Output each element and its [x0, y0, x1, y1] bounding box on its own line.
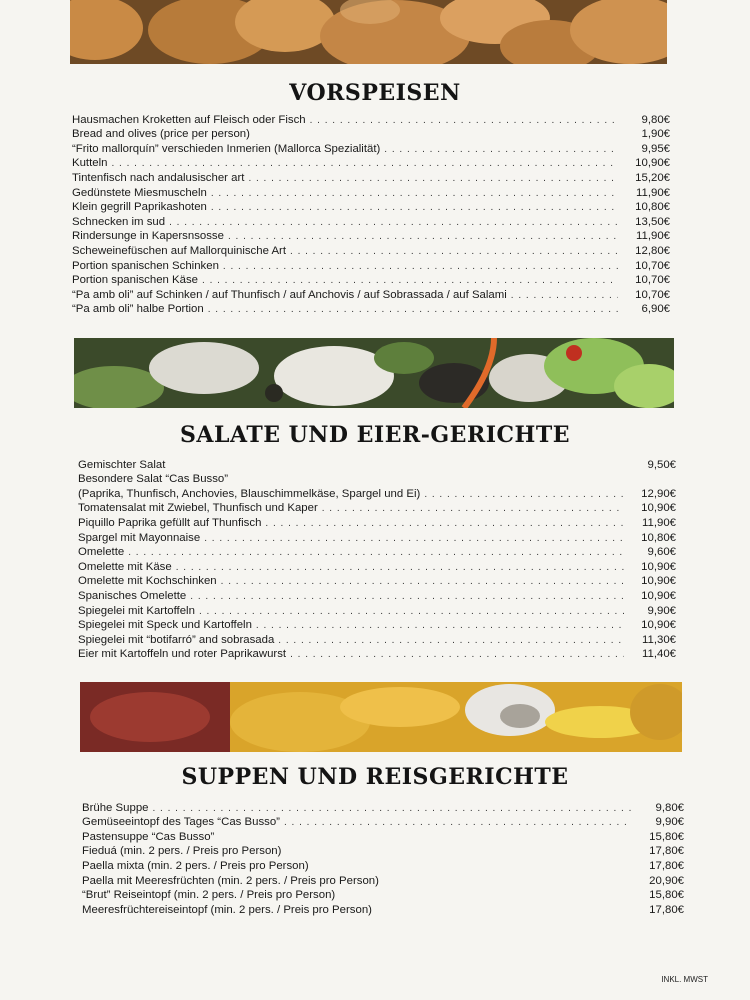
item-name: Spiegelei mit Kartoffeln — [78, 604, 195, 617]
menu-item — [72, 141, 670, 156]
menu-item — [78, 530, 676, 545]
menu-item — [78, 574, 676, 589]
item-name: Spiegelei mit “botifarró” and sobrasada — [78, 633, 275, 646]
item-price: 10,90€ — [641, 589, 676, 602]
item-price: 13,50€ — [635, 215, 670, 228]
item-name: Gemüseeintopf des Tages “Cas Busso” — [82, 816, 280, 829]
item-name: “Brut” Reiseintopf (min. 2 pers. / Preis pro Person) — [82, 889, 336, 902]
menu-item — [82, 844, 684, 859]
menu-item — [72, 229, 670, 244]
item-price: 17,80€ — [649, 859, 684, 872]
item-name: Klein gegrill Paprikashoten — [72, 201, 207, 214]
menu-item — [82, 800, 684, 815]
item-price: 11,90€ — [642, 516, 676, 529]
item-name: Spargel mit Mayonnaise — [78, 531, 201, 544]
item-price: 11,90€ — [636, 230, 670, 243]
menu-item — [78, 559, 676, 574]
menu-item — [82, 902, 684, 917]
item-price: 11,30€ — [642, 633, 676, 646]
item-price: 10,70€ — [635, 274, 670, 287]
section-title-salate: SALATE UND EIER-GERICHTE — [180, 422, 570, 448]
item-name: “Pa amb oli” auf Schinken / auf Thunfisch / auf Anchovis / auf Sobrassada / auf Salami — [72, 288, 507, 301]
item-price: 1,90€ — [641, 128, 670, 141]
item-name: Omelette mit Kochschinken — [78, 575, 217, 588]
menu-item — [78, 501, 676, 516]
item-name: Omelette mit Käse — [78, 560, 172, 573]
menu-item — [78, 457, 676, 472]
menu-item — [72, 287, 670, 302]
menu-item — [72, 273, 670, 288]
item-name: Gemischter Salat — [78, 458, 166, 471]
section-title-vorspeisen: VORSPEISEN — [289, 80, 461, 106]
item-name: Portion spanischen Käse — [72, 274, 199, 287]
item-name: Hausmachen Kroketten auf Fleisch oder Fisch — [72, 113, 306, 126]
item-name: (Paprika, Thunfisch, Anchovies, Blauschimmelkäse, Spargel und Ei) — [78, 487, 421, 500]
item-name: Piquillo Paprika gefüllt auf Thunfisch — [78, 516, 262, 529]
item-price: 10,90€ — [635, 157, 670, 170]
item-name: Besondere Salat “Cas Busso” — [78, 473, 229, 486]
item-price: 12,80€ — [635, 244, 670, 257]
menu-item — [78, 515, 676, 530]
paella-photo — [80, 682, 682, 752]
item-price: 10,70€ — [635, 288, 670, 301]
item-name: Portion spanischen Schinken — [72, 259, 219, 272]
item-name: Eier mit Kartoffeln und roter Paprikawurst — [78, 648, 287, 661]
item-name: Scheweinefüschen auf Mallorquinische Art — [72, 244, 287, 257]
item-name: Tomatensalat mit Zwiebel, Thunfisch und Kaper — [78, 502, 318, 515]
menu-item — [78, 486, 676, 501]
item-name: Paella mit Meeresfrüchten (min. 2 pers. / Preis pro Person) — [82, 874, 379, 887]
section-title-suppen: SUPPEN UND REISGERICHTE — [181, 764, 569, 790]
item-name: Paella mixta (min. 2 pers. / Preis pro Person) — [82, 859, 309, 872]
item-price: 9,90€ — [647, 604, 676, 617]
item-name: Gedünstete Miesmuscheln — [72, 186, 207, 199]
item-price: 10,80€ — [635, 201, 670, 214]
salate-list — [78, 457, 676, 661]
item-price: 9,60€ — [647, 546, 676, 559]
item-price: 9,80€ — [655, 801, 684, 814]
menu-item — [78, 545, 676, 560]
item-name: Kutteln — [72, 157, 108, 170]
menu-item — [72, 302, 670, 317]
item-name: Spiegelei mit Speck und Kartoffeln — [78, 619, 252, 632]
menu-item — [72, 127, 670, 142]
item-price: 9,80€ — [641, 113, 670, 126]
menu-item — [78, 472, 676, 487]
item-name: Bread and olives (price per person) — [72, 128, 250, 141]
item-price: 10,90€ — [641, 502, 676, 515]
item-price: 9,50€ — [647, 458, 676, 471]
vorspeisen-list — [72, 112, 670, 316]
item-price: 9,95€ — [641, 142, 670, 155]
item-price: 11,90€ — [636, 186, 670, 199]
menu-item — [78, 632, 676, 647]
item-price: 10,90€ — [641, 560, 676, 573]
item-price: 17,80€ — [649, 845, 684, 858]
menu-item — [72, 243, 670, 258]
item-name: Brühe Suppe — [82, 801, 149, 814]
item-price: 11,40€ — [642, 648, 676, 661]
item-price: 15,20€ — [635, 171, 670, 184]
menu-item — [72, 185, 670, 200]
menu-item — [82, 873, 684, 888]
item-name: Spanisches Omelette — [78, 589, 187, 602]
item-name: “Frito mallorquín” verschieden Inmerien (Mallorca Spezialität) — [72, 142, 381, 155]
menu-item — [78, 647, 676, 662]
menu-item — [82, 815, 684, 830]
menu-item — [82, 829, 684, 844]
menu-item — [72, 258, 670, 273]
item-price: 20,90€ — [649, 874, 684, 887]
item-price: 6,90€ — [641, 303, 670, 316]
item-price: 17,80€ — [649, 903, 684, 916]
menu-item — [72, 170, 670, 185]
croquettes-photo — [70, 0, 667, 64]
item-name: Rindersunge in Kapersnsosse — [72, 230, 224, 243]
suppen-list — [82, 800, 684, 917]
item-price: 15,80€ — [649, 830, 684, 843]
item-price: 12,90€ — [641, 487, 676, 500]
tax-note: INKL. MWST — [661, 975, 708, 984]
menu-item — [72, 200, 670, 215]
menu-item — [78, 603, 676, 618]
salad-photo — [74, 338, 674, 408]
item-price: 10,90€ — [641, 575, 676, 588]
item-price: 10,70€ — [635, 259, 670, 272]
item-price: 9,90€ — [655, 816, 684, 829]
item-price: 10,80€ — [641, 531, 676, 544]
item-name: Schnecken im sud — [72, 215, 166, 228]
menu-item — [82, 888, 684, 903]
menu-item — [72, 112, 670, 127]
menu-item — [72, 214, 670, 229]
item-price: 15,80€ — [649, 889, 684, 902]
menu-item — [82, 858, 684, 873]
item-name: Fieduá (min. 2 pers. / Preis pro Person) — [82, 845, 282, 858]
item-name: Tintenfisch nach andalusischer art — [72, 171, 245, 184]
item-name: Meeresfrüchtereiseintopf (min. 2 pers. / Preis pro Person) — [82, 903, 372, 916]
menu-item — [78, 588, 676, 603]
item-name: Omelette — [78, 546, 125, 559]
item-name: “Pa amb oli” halbe Portion — [72, 303, 204, 316]
menu-item — [78, 618, 676, 633]
item-name: Pastensuppe “Cas Busso” — [82, 830, 215, 843]
menu-item — [72, 156, 670, 171]
item-price: 10,90€ — [641, 619, 676, 632]
